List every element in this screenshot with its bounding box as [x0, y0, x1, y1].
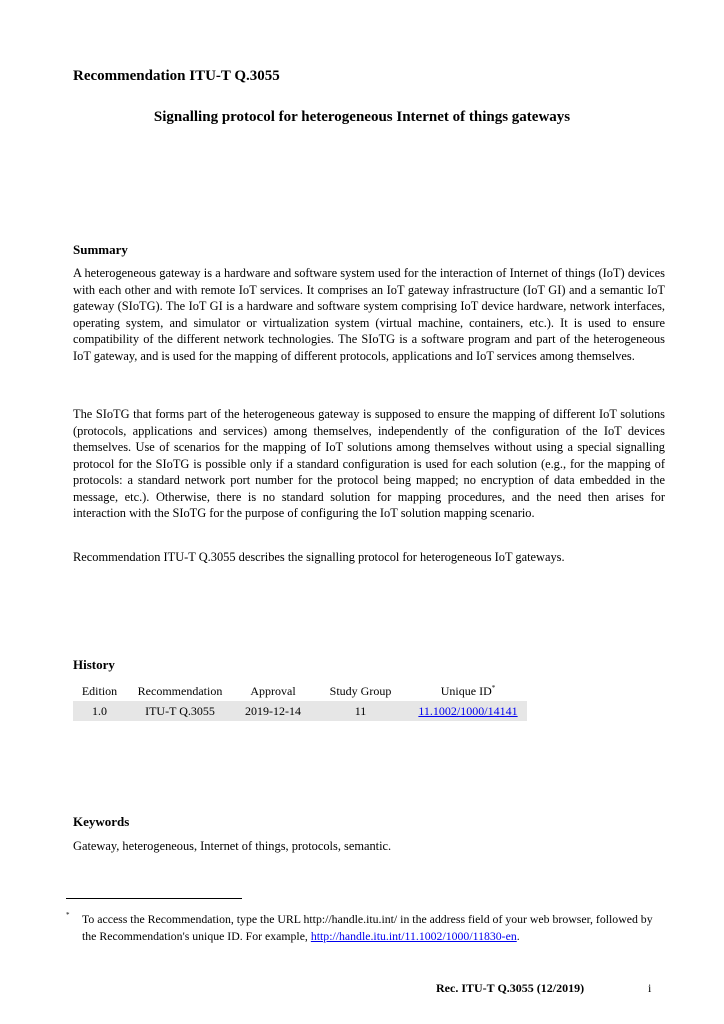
col-study-group: Study Group — [329, 683, 392, 698]
footnote-divider — [66, 898, 242, 899]
history-heading: History — [73, 657, 115, 672]
unique-id-footnote-marker: * — [491, 683, 496, 692]
recommendation-title: Recommendation ITU-T Q.3055 — [73, 68, 280, 84]
col-unique-id-label: Unique ID — [440, 683, 492, 698]
keywords-heading: Keywords — [73, 814, 130, 829]
unique-id-link[interactable]: 11.1002/1000/14141 — [418, 703, 518, 718]
footnote-marker: * — [66, 911, 70, 919]
col-recommendation: Recommendation — [137, 683, 223, 698]
history-header-row — [73, 681, 527, 701]
summary-paragraph-3: Recommendation ITU-T Q.3055 describes the signalling protocol for heterogeneous IoT gateways. — [73, 550, 565, 564]
document-title: Signalling protocol for heterogeneous Internet of things gateways — [153, 109, 571, 125]
cell-recommendation: ITU-T Q.3055 — [126, 701, 234, 721]
footnote — [82, 911, 667, 944]
footer-reference: Rec. ITU-T Q.3055 (12/2019) — [436, 981, 585, 995]
col-edition: Edition — [81, 683, 118, 698]
footnote-end: . — [516, 928, 520, 943]
cell-unique-id — [409, 701, 527, 721]
page-number: i — [648, 981, 652, 995]
cell-study-group: 11 — [312, 701, 409, 721]
keywords-text: Gateway, heterogeneous, Internet of things, protocols, semantic. — [73, 839, 392, 853]
table-row — [73, 701, 527, 721]
footnote-link[interactable]: http://handle.itu.int/11.1002/1000/11830-en — [310, 928, 517, 943]
cell-edition: 1.0 — [73, 701, 126, 721]
summary-heading: Summary — [73, 242, 128, 257]
cell-approval: 2019-12-14 — [234, 701, 312, 721]
footnote-text: To access the Recommendation, type the URL http://handle.itu.int/ in the address field of your web browser, followed by the Recommendation's unique ID. For example, — [82, 912, 653, 943]
history-table — [73, 681, 527, 721]
col-unique-id — [409, 681, 527, 701]
summary-paragraph-2: The SIoTG that forms part of the heterogeneous gateway is supposed to ensure the mapping of different IoT solutions (protocols, applications and services) among themselves, independently of the configuration of the IoT devices themselves. Use of scenarios for the mapping of IoT solutions among themselves without using a special signalling protocol for the SIoTG is possible only if a standard configuration is used for each solution (e.g., for the mapping of protocols: a standard network port number for the protocol being mapped; no encryption of data embedded in the message, etc.). Otherwise, there is no standard solution for mapping procedures, and the need then arises for interaction with the SIoTG for the purpose of configuring the IoT solution mapping scenario. — [73, 407, 665, 520]
summary-paragraph-1: A heterogeneous gateway is a hardware and software system used for the interaction of Internet of things (IoT) devices with each other and with remote IoT services. It comprises an IoT gateway infrastructure (IoT GI) and a semantic IoT gateway (SIoTG). The IoT GI is a hardware and software system comprising IoT device hardware, network interfaces, operating system, and simulator or virtualization system (virtual machine, containers, etc.). It is used to ensure compatibility of the different network technologies. The SIoTG is a software program and part of the heterogeneous IoT gateway, and is used for the mapping of different protocols, applications and IoT services among themselves. — [73, 266, 665, 363]
col-approval: Approval — [250, 683, 296, 698]
